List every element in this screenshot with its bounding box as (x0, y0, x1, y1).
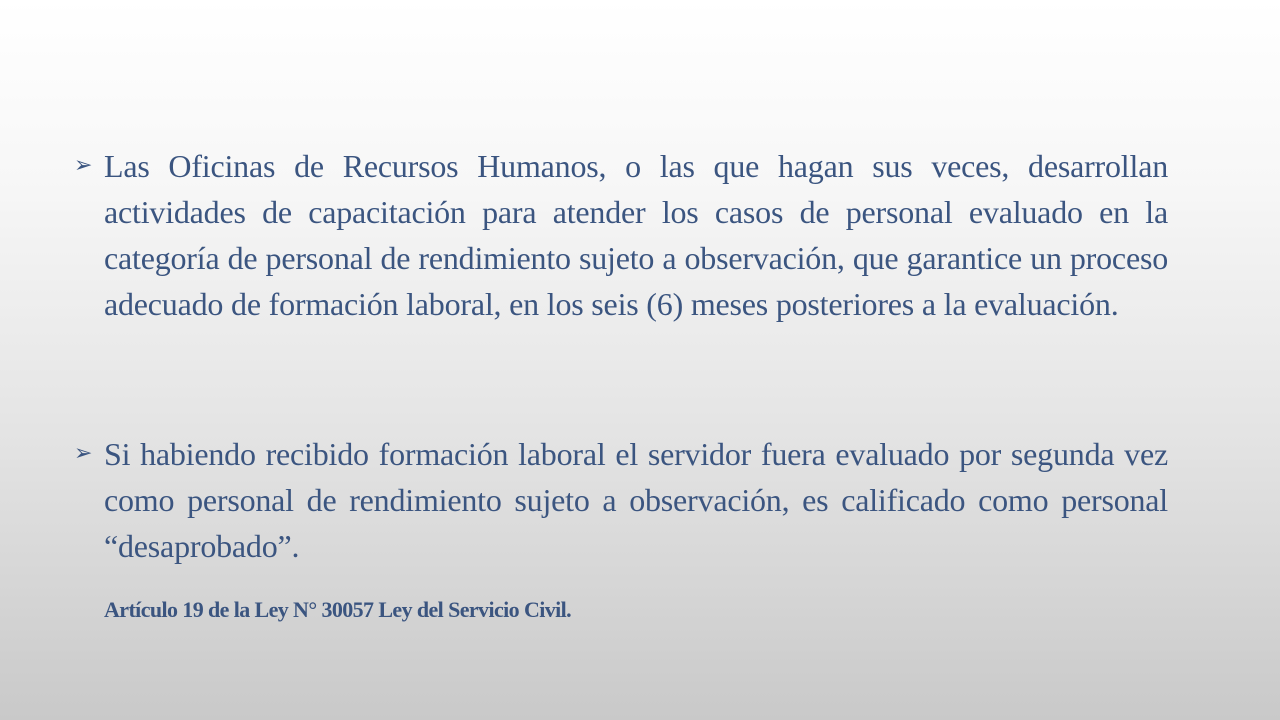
bullet-text: Las Oficinas de Recursos Humanos, o las que hagan sus veces, desarrollan actividades de capacitación para atender los casos de personal evaluado en la categoría de personal de rendimiento sujeto a observación, que garantice un proceso adecuado de formación laboral, en los seis (6) meses posteriores a la evaluación. (104, 148, 1168, 322)
bullet-item (74, 143, 1168, 327)
arrow-right-icon: ➢ (74, 153, 93, 178)
bullet-item (74, 431, 1168, 569)
bullet-text: Si habiendo recibido formación laboral el servidor fuera evaluado por segunda vez como personal de rendimiento sujeto a observación, es calificado como personal “desaprobado”. (104, 436, 1168, 564)
citation: Artículo 19 de la Ley N° 30057 Ley del Servicio Civil. (104, 597, 572, 622)
arrow-right-icon: ➢ (74, 441, 93, 466)
